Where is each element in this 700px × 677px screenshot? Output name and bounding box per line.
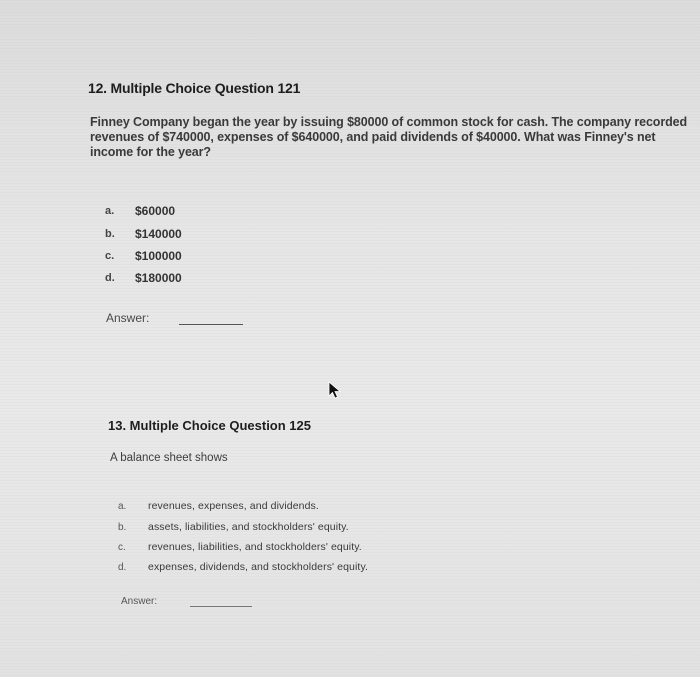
option-text: $100000 (135, 249, 182, 263)
answer-blank[interactable] (179, 324, 243, 325)
answer-label: Answer: (106, 311, 150, 325)
option-text: revenues, liabilities, and stockholders' equity. (148, 541, 362, 553)
question-13-title: 13. Multiple Choice Question 125 (108, 418, 311, 433)
question-13-text: A balance sheet shows (110, 452, 228, 464)
option-letter: c. (105, 250, 115, 262)
option-letter: a. (105, 205, 115, 217)
option-text: revenues, expenses, and dividends. (148, 500, 319, 512)
option-text: expenses, dividends, and stockholders' equity. (148, 561, 369, 573)
option-letter: a. (118, 501, 127, 512)
mouse-cursor-icon (328, 381, 342, 399)
option-text: assets, liabilities, and stockholders' equity. (148, 521, 349, 533)
option-letter: b. (105, 228, 115, 240)
option-text: $180000 (135, 271, 182, 285)
question-12-text: Finney Company began the year by issuing $80000 of common stock for cash. The company recorded revenues of $740000, expenses of $640000, and paid dividends of $40000. What was Finney's net income for the year? (90, 115, 688, 159)
option-letter: d. (118, 562, 127, 573)
option-letter: c. (118, 542, 126, 553)
option-letter: b. (118, 522, 127, 533)
question-12-title: 12. Multiple Choice Question 121 (88, 80, 301, 96)
answer-label: Answer: (121, 596, 158, 607)
option-text: $60000 (135, 204, 176, 218)
answer-blank[interactable] (190, 606, 252, 607)
option-letter: d. (105, 272, 115, 284)
option-text: $140000 (135, 227, 182, 241)
